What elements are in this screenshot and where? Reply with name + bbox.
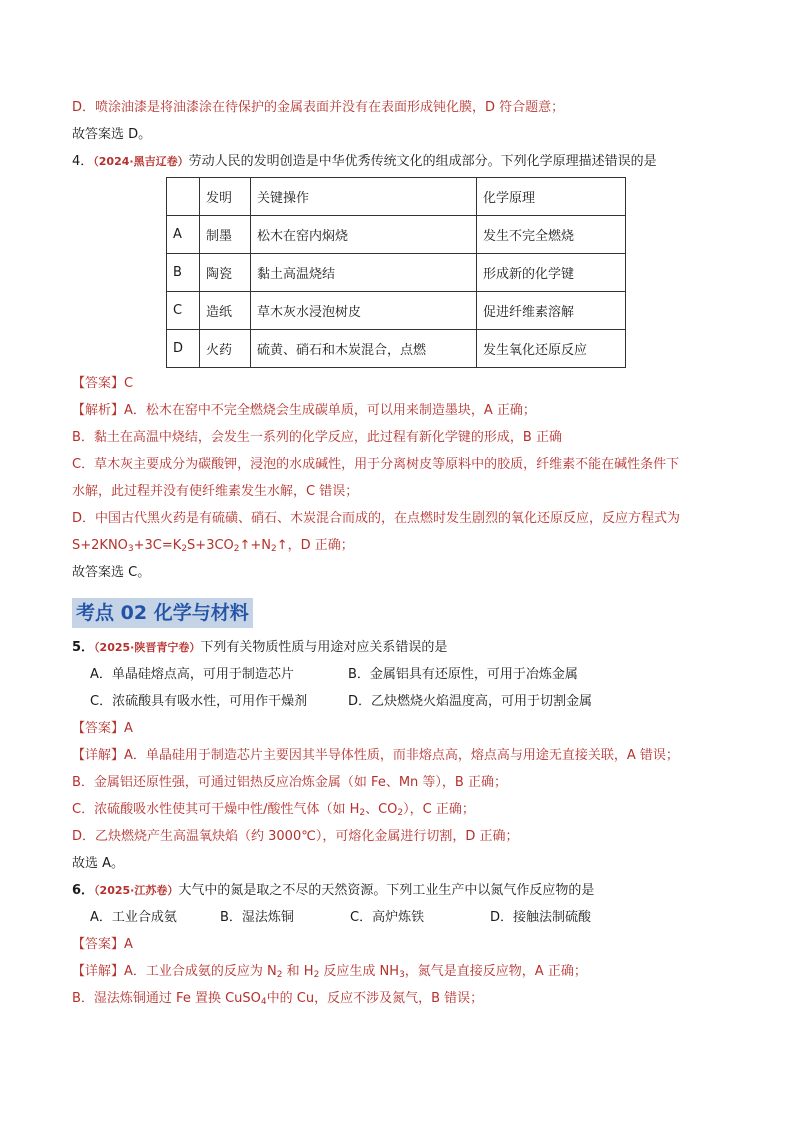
question-4-table xyxy=(166,177,626,368)
section-number: 02 xyxy=(120,602,148,624)
detail-text: A．单晶硅用于制造芯片主要因其半导体性质，而非熔点高，熔点高与用途无直接关联，A 错误； xyxy=(124,748,679,763)
option-c: C．高炉炼铁 xyxy=(350,910,425,925)
question-6-detail-b xyxy=(72,985,722,1012)
equation-part: +3C=K xyxy=(133,538,182,553)
detail-subscript: 2 xyxy=(276,970,283,980)
table-cell: 火药 xyxy=(200,330,251,368)
analysis-label: 【解析】 xyxy=(72,403,125,418)
table-cell: D xyxy=(167,330,200,368)
question-6-text: 大气中的氮是取之不尽的天然资源。下列工业生产中以氮气作反应物的是 xyxy=(178,883,595,898)
equation-subscript: 3 xyxy=(127,544,134,554)
equation-part: S+3CO xyxy=(187,538,234,553)
question-5-stem xyxy=(72,634,722,661)
section-heading xyxy=(72,598,253,628)
table-cell: 发生不完全燃烧 xyxy=(477,216,626,254)
question-5-conclusion: 故选 A。 xyxy=(72,856,125,871)
detail-part: ），C 正确； xyxy=(403,802,475,817)
detail-subscript: 2 xyxy=(313,970,320,980)
table-row xyxy=(167,216,626,254)
option-d: D．乙炔燃烧火焰温度高，可用于切割金属 xyxy=(348,694,593,709)
table-cell: 发生氧化还原反应 xyxy=(477,330,626,368)
prev-option-d-text: D．喷涂油漆是将油漆涂在待保护的金属表面并没有在表面形成钝化膜，D 符合题意； xyxy=(72,100,565,115)
answer-label: 【答案】 xyxy=(72,376,125,391)
option-b: B．湿法炼铜 xyxy=(220,910,294,925)
equation-subscript: 2 xyxy=(233,544,240,554)
detail-part: 中的 Cu，反应不涉及氮气，B 错误； xyxy=(266,991,484,1006)
equation-subscript: 2 xyxy=(271,544,277,554)
detail-part: 反应生成 NH xyxy=(319,964,400,979)
question-4-number: 4． xyxy=(72,154,94,169)
answer-value: A xyxy=(124,937,133,952)
detail-label: 【详解】 xyxy=(72,964,125,979)
section-title-text: 化学与材料 xyxy=(153,602,249,624)
equation-part: ↑+N xyxy=(239,538,272,553)
question-4-text: 劳动人民的发明创造是中华优秀传统文化的组成部分。下列化学原理描述错误的是 xyxy=(188,154,657,169)
question-5-detail-a xyxy=(72,742,722,769)
question-5-answer xyxy=(72,715,722,742)
table-header-cell: 关键操作 xyxy=(251,178,477,216)
table-cell: 草木灰水浸泡树皮 xyxy=(251,292,477,330)
detail-part: C．浓硫酸吸水性使其可干燥中性/酸性气体（如 H xyxy=(72,802,360,817)
answer-label: 【答案】 xyxy=(72,721,125,736)
question-5-detail-d: D．乙炔燃烧产生高温氧炔焰（约 3000℃），可熔化金属进行切割，D 正确； xyxy=(72,829,519,844)
table-cell: C xyxy=(167,292,200,330)
question-4-stem xyxy=(72,148,722,175)
question-6-stem xyxy=(72,877,722,904)
question-6-answer xyxy=(72,931,722,958)
table-row xyxy=(167,292,626,330)
question-5-text: 下列有关物质性质与用途对应关系错误的是 xyxy=(200,640,448,655)
document-page xyxy=(72,94,722,1012)
table-cell: 形成新的化学键 xyxy=(477,254,626,292)
option-a: A．工业合成氨 xyxy=(90,910,177,925)
table-cell: 黏土高温烧结 xyxy=(251,254,477,292)
answer-value: C xyxy=(124,376,134,391)
question-4-analysis-a xyxy=(72,397,722,424)
question-5-source: （2025·陕晋青宁卷） xyxy=(94,641,201,654)
question-6-source: （2025·江苏卷） xyxy=(94,884,179,897)
question-4-analysis-c-2: 水解，此过程并没有使纤维素发生水解，C 错误； xyxy=(72,484,359,499)
detail-part: A．工业合成氨的反应为 N xyxy=(124,964,277,979)
question-4-answer xyxy=(72,370,722,397)
table-cell: 制墨 xyxy=(200,216,251,254)
table-cell: 促进纤维素溶解 xyxy=(477,292,626,330)
equation-part: S+2KNO xyxy=(72,538,128,553)
detail-part: 和 H xyxy=(282,964,314,979)
question-6-options-row xyxy=(72,904,722,931)
detail-part: 、CO xyxy=(365,802,398,817)
table-cell: 造纸 xyxy=(200,292,251,330)
question-4-analysis-d-1: D．中国古代黑火药是有硫磺、硝石、木炭混合而成的，在点燃时发生剧烈的氧化还原反应，反应方程式为 xyxy=(72,511,681,526)
table-row xyxy=(167,254,626,292)
option-d: D．接触法制硫酸 xyxy=(490,910,592,925)
question-5-detail-b: B．金属铝还原性强，可通过铝热反应冶炼金属（如 Fe、Mn 等），B 正确； xyxy=(72,775,507,790)
table-cell: 松木在窑内焖烧 xyxy=(251,216,477,254)
detail-subscript: 3 xyxy=(399,970,405,980)
answer-value: A xyxy=(124,721,133,736)
table-cell: B xyxy=(167,254,200,292)
prev-conclusion: 故答案选 D。 xyxy=(72,127,152,142)
table-header-row xyxy=(167,178,626,216)
question-4-analysis-c-1: C．草木灰主要成分为碳酸钾，浸泡的水成碱性，用于分离树皮等原料中的胶质，纤维素不能在碱性条件下 xyxy=(72,457,680,472)
table-cell: A xyxy=(167,216,200,254)
table-header-cell xyxy=(167,178,200,216)
detail-part: B．湿法炼铜通过 Fe 置换 CuSO xyxy=(72,991,261,1006)
table-cell: 硫黄、硝石和木炭混合，点燃 xyxy=(251,330,477,368)
detail-subscript: 4 xyxy=(260,997,267,1007)
analysis-text: A．松木在窑中不完全燃烧会生成碳单质，可以用来制造墨块，A 正确； xyxy=(124,403,536,418)
table-header-cell: 化学原理 xyxy=(477,178,626,216)
question-5-detail-c xyxy=(72,796,722,823)
question-6-number: 6． xyxy=(72,883,95,898)
option-a: A．单晶硅熔点高，可用于制造芯片 xyxy=(90,667,294,682)
equation-part: ↑，D 正确； xyxy=(276,538,354,553)
option-c: C．浓硫酸具有吸水性，可用作干燥剂 xyxy=(90,694,308,709)
question-4-analysis-b: B．黏土在高温中烧结，会发生一系列的化学反应，此过程有新化学键的形成，B 正确 xyxy=(72,430,562,445)
option-b: B．金属铝具有还原性，可用于冶炼金属 xyxy=(348,667,578,682)
equation-subscript: 2 xyxy=(181,544,188,554)
question-5-options-row-1 xyxy=(72,661,722,688)
question-4-equation xyxy=(72,532,722,559)
table-header-cell: 发明 xyxy=(200,178,251,216)
question-4-conclusion: 故答案选 C。 xyxy=(72,565,151,580)
detail-part: ，氮气是直接反应物，A 正确； xyxy=(404,964,587,979)
question-6-detail-a xyxy=(72,958,722,985)
detail-subscript: 2 xyxy=(397,808,404,818)
question-5-options-row-2 xyxy=(72,688,722,715)
question-4-source: （2024·黑吉辽卷） xyxy=(93,155,189,168)
section-prefix: 考点 xyxy=(76,602,115,624)
answer-label: 【答案】 xyxy=(72,937,125,952)
detail-subscript: 2 xyxy=(359,808,366,818)
detail-label: 【详解】 xyxy=(72,748,125,763)
table-cell: 陶瓷 xyxy=(200,254,251,292)
table-row xyxy=(167,330,626,368)
question-5-number: 5． xyxy=(72,640,95,655)
